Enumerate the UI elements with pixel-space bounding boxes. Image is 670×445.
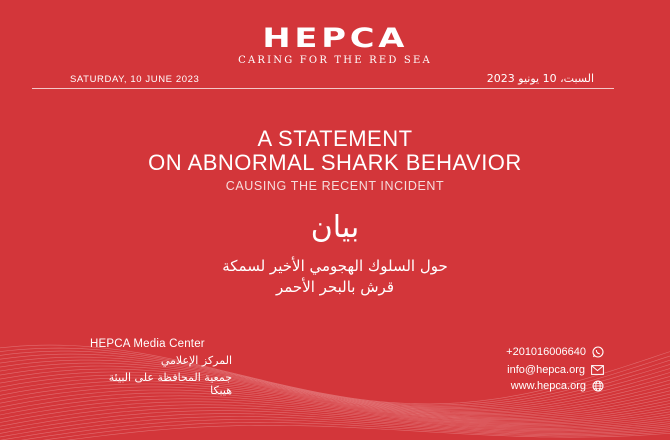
logo-text: HEPCA [262, 23, 408, 54]
arabic-title: بيان [310, 210, 360, 245]
org-name-arabic: جمعية المحافظة على البيئة [108, 371, 232, 384]
envelope-icon [591, 365, 604, 375]
phone-number[interactable]: +201016006640 [506, 346, 586, 358]
headline [0, 127, 670, 175]
tagline: CARING FOR THE RED SEA [238, 55, 432, 66]
date-arabic: السبت، 10 يونيو 2023 [486, 72, 594, 85]
email-address[interactable]: info@hepca.org [507, 364, 585, 376]
media-center-label: HEPCA Media Center [90, 338, 205, 350]
headline-line-2: ON ABNORMAL SHARK BEHAVIOR [148, 150, 522, 175]
date-english: SATURDAY, 10 JUNE 2023 [70, 74, 200, 85]
arabic-line-2: قرش بالبحر الأحمر [275, 278, 395, 296]
bottom-border [0, 440, 670, 445]
org-short-arabic: هيبكا [210, 384, 232, 397]
contact-website [511, 380, 604, 392]
hepca-logo [0, 24, 670, 54]
globe-icon [592, 380, 604, 392]
contact-phone [506, 346, 604, 358]
subheadline: CAUSING THE RECENT INCIDENT [225, 179, 445, 193]
header-divider [32, 88, 614, 89]
whatsapp-icon [592, 346, 604, 358]
arabic-line-1: حول السلوك الهجومي الأخير لسمكة [222, 257, 448, 275]
headline-line-1: A STATEMENT [257, 126, 413, 151]
media-center-label-arabic: المركز الإعلامي [160, 354, 232, 367]
website-url[interactable]: www.hepca.org [510, 380, 586, 392]
contact-email [507, 364, 604, 376]
